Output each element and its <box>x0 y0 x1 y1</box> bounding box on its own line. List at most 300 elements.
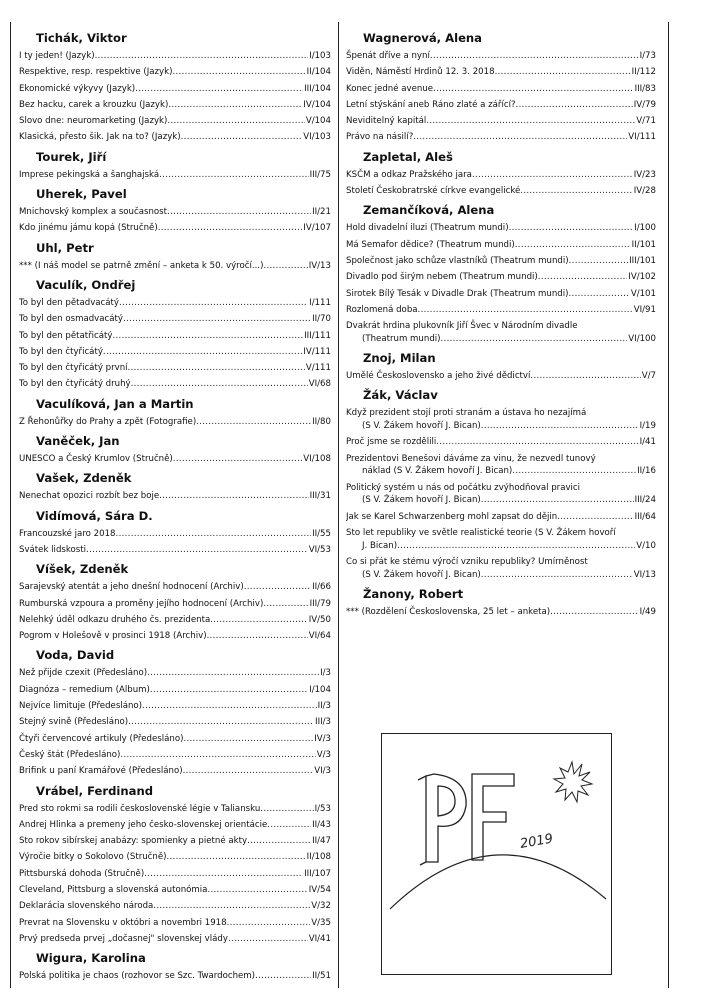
index-entry <box>346 97 656 113</box>
index-entry <box>19 360 331 376</box>
dot-leader <box>397 540 635 553</box>
index-entry <box>346 237 656 253</box>
dot-leader <box>260 801 313 817</box>
author-heading: Vašek, Zdeněk <box>36 471 132 486</box>
dot-leader <box>181 129 303 145</box>
dot-leader <box>159 167 308 183</box>
dot-leader <box>142 698 317 714</box>
index-entry <box>19 48 331 64</box>
dot-leader <box>119 295 308 311</box>
index-entry <box>19 714 331 730</box>
entry-title: UNESCO a Český Krumlov (Stručně) <box>19 454 173 465</box>
author-heading: Wagnerová, Alena <box>363 31 483 45</box>
column-rule-middle <box>338 22 339 988</box>
entry-issue-page: V/111 <box>305 363 331 374</box>
entry-title: Respektive, resp. respektive (Jazyk) <box>19 67 173 78</box>
dot-leader <box>515 237 631 253</box>
dot-leader <box>135 81 303 97</box>
index-entry <box>19 665 331 681</box>
entry-title: Konec jedné avenue <box>346 83 434 94</box>
dot-leader <box>86 542 308 558</box>
author-heading: Vaněček, Jan <box>36 434 120 449</box>
entry-title: Polská politika je chaos (rozhovor se Szc. Twardochem) <box>19 971 256 982</box>
entry-title: Hold divadelní iluzi (Theatrum mundi) <box>346 223 509 234</box>
entry-title: *** (I náš model se patrně změní – anketa k 50. výročí...) <box>19 260 264 271</box>
index-entry <box>346 480 656 509</box>
entry-title: Ekonomické výkyvy (Jazyk) <box>19 83 136 94</box>
entry-title-line2: (Theatrum mundi) <box>362 333 441 344</box>
entry-issue-page: IV/111 <box>303 346 331 357</box>
author-heading: Zemančíková, Alena <box>363 203 495 218</box>
dot-leader <box>103 344 302 360</box>
index-entry <box>19 376 331 392</box>
entry-title-line1: Dvakrát hrdina plukovník Jiří Švec v Národním divadle <box>346 321 578 332</box>
entry-title: Bez hacku, carek a krouzku (Jazyk) <box>19 99 169 110</box>
author-heading: Znoj, Milan <box>363 351 436 366</box>
dot-leader <box>120 747 315 763</box>
entry-title: Pogrom v Holešově v prosinci 1918 (Archiv) <box>19 631 207 642</box>
dot-leader <box>263 596 308 612</box>
entry-issue-page: V/71 <box>636 116 656 127</box>
entry-title: Andrej Hlinka a premeny jeho česko-slovenskej orientácie <box>19 819 268 830</box>
entry-title: Pred sto rokmi sa rodili československé légie v Taliansku <box>19 803 261 814</box>
dot-leader <box>244 579 311 595</box>
entry-issue-page: II/16 <box>637 466 656 477</box>
entry-issue-page: VI/111 <box>628 132 656 143</box>
entry-issue-page: III/64 <box>634 511 656 522</box>
index-entry <box>19 931 331 947</box>
index-entry <box>19 414 331 430</box>
entry-title: Stejný svině (Předesláno) <box>19 717 129 728</box>
index-entry <box>346 405 656 434</box>
entry-issue-page: V/35 <box>311 917 331 928</box>
entry-issue-page: V/32 <box>311 901 331 912</box>
index-entry <box>19 129 331 145</box>
dot-leader <box>413 129 627 145</box>
entry-issue-page: II/80 <box>312 416 331 427</box>
entry-issue-page: I/104 <box>309 684 331 695</box>
entry-title: Český štát (Předesláno) <box>19 749 121 760</box>
dot-leader <box>263 258 307 274</box>
index-entry <box>346 451 656 480</box>
entry-title: To byl den pětadvacátý <box>19 297 119 308</box>
entry-issue-page: V/104 <box>305 116 331 127</box>
dot-leader <box>433 81 633 97</box>
entry-issue-page: II/112 <box>631 67 656 78</box>
entry-issue-page: III/24 <box>634 495 656 506</box>
entry-title: Letní stýskání aneb Ráno zlaté a zářící? <box>346 99 516 110</box>
entry-title: Klasická, přesto šik. Jak na to? (Jazyk) <box>19 132 181 143</box>
dot-leader <box>569 286 630 302</box>
entry-issue-page: I/49 <box>639 607 656 618</box>
column-rule-left <box>10 22 11 988</box>
dot-leader <box>472 167 633 183</box>
index-entry <box>19 968 331 984</box>
dot-leader <box>557 509 633 525</box>
dot-leader <box>167 204 311 220</box>
entry-title: I ty jeden! (Jazyk) <box>19 51 95 61</box>
entry-title: *** (Rozdělení Československa, 25 let – anketa) <box>346 607 551 618</box>
dot-leader <box>128 360 305 376</box>
entry-issue-page: I/19 <box>639 420 656 431</box>
star-burst-icon <box>554 762 592 802</box>
entry-issue-page: III/3 <box>315 717 331 728</box>
entry-title: Společnost jako schůze vlastníků (Theatrum mundi) <box>346 255 569 266</box>
entry-issue-page: III/83 <box>634 83 656 94</box>
dot-leader <box>196 414 311 430</box>
entry-issue-page: II/51 <box>312 971 331 982</box>
index-entry <box>346 286 656 302</box>
index-entry <box>19 81 331 97</box>
dot-leader <box>172 64 305 80</box>
index-entry <box>19 628 331 644</box>
dot-leader <box>247 833 311 849</box>
entry-title-line2: náklad (S V. Žákem hovoří J. Bican) <box>362 466 513 477</box>
entry-issue-page: III/101 <box>629 255 656 266</box>
author-heading: Žanony, Robert <box>363 587 464 602</box>
entry-title: Prvý predseda prvej „dočasnej" slovenskej vlády <box>19 933 228 944</box>
entry-title: Brifink u paní Kramářové (Předesláno) <box>19 766 183 777</box>
dot-leader <box>227 915 311 931</box>
index-entry <box>19 915 331 931</box>
entry-issue-page: VI/103 <box>303 132 331 143</box>
entry-title: To byl den čtyřicátý první <box>19 363 128 374</box>
dot-leader <box>569 253 628 269</box>
entry-issue-page: II/104 <box>306 67 331 78</box>
index-entry <box>19 64 331 80</box>
dot-leader <box>95 48 309 64</box>
entry-issue-page: IV/3 <box>314 733 331 744</box>
dot-leader <box>158 220 303 236</box>
entry-title-line2: J. Bican) <box>362 540 398 551</box>
entry-issue-page: VI/64 <box>308 631 331 642</box>
author-heading: Uherek, Pavel <box>36 187 127 202</box>
index-entry <box>346 129 656 145</box>
entry-issue-page: II/43 <box>312 819 331 830</box>
index-entry <box>19 747 331 763</box>
entry-title: To byl den pětatřicátý <box>19 330 113 341</box>
dot-leader <box>520 183 632 199</box>
dot-leader <box>426 113 635 129</box>
entry-title: Deklarácia slovenského národa <box>19 901 154 912</box>
entry-issue-page: V/101 <box>630 288 656 299</box>
entry-issue-page: IV/107 <box>303 223 331 234</box>
index-entry <box>19 97 331 113</box>
dot-leader <box>207 882 307 898</box>
index-entry <box>19 542 331 558</box>
entry-issue-page: III/111 <box>304 330 331 341</box>
dot-leader <box>183 763 314 779</box>
author-heading: Víšek, Zdeněk <box>36 562 129 577</box>
author-heading: Žák, Václav <box>363 388 438 403</box>
entry-title: Špenát dříve a nyní <box>346 51 430 61</box>
dot-leader <box>168 97 302 113</box>
index-entry <box>346 434 656 450</box>
index-entry <box>19 817 331 833</box>
entry-title: Rumburská vzpoura a proměny jejího hodnocení (Archiv) <box>19 598 264 609</box>
dot-leader <box>167 113 304 129</box>
dot-leader <box>255 968 311 984</box>
entry-title: Prevrat na Slovensku v októbri a novembri 1918 <box>19 917 227 928</box>
index-entry <box>346 525 656 554</box>
entry-issue-page: III/107 <box>304 868 331 879</box>
entry-issue-page: II/21 <box>312 207 331 218</box>
entry-title-line1: Prezidentovi Benešovi dáváme za vinu, že nezvedl tunový <box>346 453 596 464</box>
dot-leader <box>530 368 640 384</box>
index-entry <box>19 801 331 817</box>
entry-title: Cleveland, Pittsburg a slovenská autonómia <box>19 884 208 895</box>
dot-leader <box>123 311 311 327</box>
index-entry <box>19 526 331 542</box>
dot-leader <box>516 97 633 113</box>
entry-issue-page: II/66 <box>312 582 331 593</box>
index-column-right <box>346 27 656 620</box>
entry-title-line1: Sto let republiky ve světle realistické teorie (S V. Žákem hovoří <box>346 528 616 539</box>
dot-leader <box>159 488 308 504</box>
index-entry <box>346 48 656 64</box>
dot-leader <box>173 451 303 467</box>
entry-title: Sirotek Bílý Tesák v Divadle Drak (Theatrum mundi) <box>346 288 569 299</box>
dot-leader <box>150 682 308 698</box>
index-entry <box>346 318 656 347</box>
index-entry <box>19 167 331 183</box>
index-entry <box>19 220 331 236</box>
dot-leader <box>167 849 306 865</box>
entry-title: Svátek lidskosti <box>19 544 87 555</box>
dot-leader <box>550 604 639 620</box>
entry-issue-page: II/55 <box>312 528 331 539</box>
entry-title: Diagnóza – remedium (Album) <box>19 684 150 695</box>
index-entry <box>19 866 331 882</box>
entry-issue-page: VI/3 <box>314 766 331 777</box>
entry-title: KSČM a odkaz Pražského jara <box>346 169 472 180</box>
dot-leader <box>210 612 308 628</box>
entry-issue-page: I/100 <box>634 223 656 234</box>
entry-issue-page: IV/102 <box>628 272 656 283</box>
entry-title: Z Řehonůřky do Prahy a zpět (Fotografie) <box>19 416 197 427</box>
index-entry <box>19 763 331 779</box>
entry-issue-page: III/75 <box>309 169 331 180</box>
dot-leader <box>147 665 319 681</box>
dot-leader <box>112 328 303 344</box>
author-heading: Vaculík, Ondřej <box>36 277 136 292</box>
index-entry <box>346 183 656 199</box>
entry-issue-page: III/104 <box>304 83 331 94</box>
dot-leader <box>430 48 639 64</box>
entry-title-line1: Když prezident stojí proti stranám a ústava ho nezajímá <box>346 408 587 419</box>
entry-issue-page: IV/104 <box>303 99 331 110</box>
entry-title: Nelehký úděl odkazu druhého čs. prezidenta <box>19 614 211 625</box>
entry-title: Než přijde czexit (Předesláno) <box>19 668 148 679</box>
index-entry <box>19 882 331 898</box>
entry-title: Rozlomená doba <box>346 304 418 315</box>
index-entry <box>346 220 656 236</box>
author-heading: Tichák, Viktor <box>36 31 127 45</box>
author-heading: Voda, David <box>36 648 115 663</box>
author-heading: Zapletal, Aleš <box>363 149 453 164</box>
entry-issue-page: III/79 <box>309 598 331 609</box>
dot-leader <box>153 898 310 914</box>
entry-title: Pittsburská dohoda (Stručně) <box>19 868 145 879</box>
dot-leader <box>538 269 628 285</box>
entry-issue-page: VI/41 <box>308 933 331 944</box>
entry-title: To byl den čtyřicátý druhý <box>19 379 131 390</box>
dot-leader <box>495 64 631 80</box>
entry-issue-page: I/3 <box>320 668 331 679</box>
index-entry <box>346 113 656 129</box>
entry-issue-page: IV/28 <box>633 186 656 197</box>
entry-title: Viděn, Náměstí Hrdinů 12. 3. 2018 <box>346 67 495 78</box>
entry-issue-page: IV/54 <box>308 884 331 895</box>
entry-title: Má Semafor dědice? (Theatrum mundi) <box>346 239 515 250</box>
entry-issue-page: III/31 <box>309 491 331 502</box>
dot-leader <box>228 931 308 947</box>
column-rule-right <box>668 22 669 988</box>
entry-title: Proč jsme se rozdělili <box>346 437 437 448</box>
index-entry <box>346 64 656 80</box>
dot-leader <box>267 817 311 833</box>
entry-issue-page: II/108 <box>306 852 331 863</box>
author-heading: Vrábel, Ferdinand <box>36 783 154 798</box>
dot-leader <box>207 628 308 644</box>
entry-issue-page: II/47 <box>312 836 331 847</box>
pf-year: 2019 <box>518 831 555 852</box>
entry-title: Slovo dne: neuromarketing (Jazyk) <box>19 116 168 127</box>
pf-drawing <box>382 734 611 974</box>
entry-title: Neviditelný kapitál <box>346 116 427 127</box>
index-entry <box>346 253 656 269</box>
entry-issue-page: VI/68 <box>308 379 331 390</box>
entry-issue-page: VI/13 <box>633 569 656 580</box>
dot-leader <box>418 302 633 318</box>
entry-issue-page: I/41 <box>639 437 656 448</box>
dot-leader <box>128 714 314 730</box>
index-entry <box>19 682 331 698</box>
entry-title: Kdo jinému jámu kopá (Stručně) <box>19 223 158 234</box>
index-entry <box>19 731 331 747</box>
author-heading: Uhl, Petr <box>36 240 94 255</box>
index-entry <box>19 698 331 714</box>
hill-curve <box>390 855 606 909</box>
entry-title: Století Českobratrské církve evangelické <box>346 186 521 197</box>
dot-leader <box>512 465 636 478</box>
dot-leader <box>481 569 633 582</box>
index-entry <box>19 295 331 311</box>
entry-title: Jak se Karel Schwarzenberg mohl zapsat do dějin <box>346 511 558 522</box>
entry-title: Sto rokov sibírskej anabázy: spomienky a pietné akty <box>19 836 248 847</box>
entry-issue-page: II/3 <box>317 701 331 712</box>
entry-issue-page: I/53 <box>314 803 331 814</box>
entry-title: Čtyři červencové artikuly (Předesláno) <box>19 733 184 744</box>
entry-issue-page: VI/100 <box>628 333 656 344</box>
entry-issue-page: V/3 <box>316 749 331 760</box>
index-entry <box>19 113 331 129</box>
index-entry <box>19 451 331 467</box>
index-entry <box>19 612 331 628</box>
entry-title: To byl den čtyřicátý <box>19 346 103 357</box>
dot-leader <box>183 731 313 747</box>
entry-title: Právo na násilí? <box>346 132 414 143</box>
dot-leader <box>131 376 308 392</box>
entry-title: Imprese pekingská a šanghajská <box>19 169 160 180</box>
index-entry <box>19 258 331 274</box>
letter-p-outline <box>418 774 466 865</box>
entry-issue-page: VI/53 <box>308 544 331 555</box>
index-entry <box>19 898 331 914</box>
entry-issue-page: IV/50 <box>308 614 331 625</box>
pf-greeting-card <box>381 733 612 975</box>
entry-title-line1: Politický systém u nás od počátku zvýhodňoval pravici <box>346 482 581 493</box>
index-entry <box>19 204 331 220</box>
entry-issue-page: V/7 <box>641 371 656 382</box>
dot-leader <box>116 526 312 542</box>
index-entry <box>19 488 331 504</box>
entry-issue-page: VI/91 <box>633 304 656 315</box>
letter-f-outline <box>472 774 514 860</box>
entry-issue-page: VI/108 <box>303 454 331 465</box>
entry-title: Nenechat opozici rozbít bez boje <box>19 491 160 502</box>
dot-leader <box>144 866 303 882</box>
index-entry <box>19 833 331 849</box>
index-entry <box>19 328 331 344</box>
index-entry <box>346 554 656 583</box>
entry-issue-page: I/103 <box>309 51 331 61</box>
dot-leader <box>481 420 639 433</box>
author-heading: Vidímová, Sára D. <box>36 508 153 523</box>
entry-title: Výročie bitky o Sokolovo (Stručně) <box>19 852 167 863</box>
author-heading: Wigura, Karolina <box>36 951 146 966</box>
entry-title-line2: (S V. Žákem hovoří J. Bican) <box>362 420 481 431</box>
entry-issue-page: IV/23 <box>633 169 656 180</box>
index-entry <box>19 344 331 360</box>
dot-leader <box>441 333 628 346</box>
index-entry <box>19 596 331 612</box>
index-entry <box>19 849 331 865</box>
dot-leader <box>436 434 638 450</box>
entry-title: To byl den osmadvacátý <box>19 314 123 325</box>
entry-issue-page: IV/13 <box>308 260 331 271</box>
entry-issue-page: II/70 <box>312 314 331 325</box>
author-heading: Tourek, Jiří <box>36 149 107 164</box>
index-entry <box>346 509 656 525</box>
entry-issue-page: IV/79 <box>633 99 656 110</box>
index-entry <box>346 269 656 285</box>
entry-title: Sarajevský atentát a jeho dnešní hodnocení (Archiv) <box>19 582 244 593</box>
entry-title-line2: (S V. Žákem hovoří J. Bican) <box>362 569 481 580</box>
entry-issue-page: I/111 <box>309 297 331 308</box>
entry-title: Mnichovský komplex a současnost <box>19 207 168 218</box>
index-column-left <box>19 27 331 984</box>
entry-title-line1: Co si přát ke stému výročí vzniku republiky? Umírněnost <box>346 557 588 568</box>
dot-leader <box>509 220 634 236</box>
entry-title: Divadlo pod širým nebem (Theatrum mundi) <box>346 272 538 283</box>
entry-title: Francouzské jaro 2018 <box>19 528 116 539</box>
entry-title-line2: (S V. Žákem hovoří J. Bican) <box>362 495 481 506</box>
index-entry <box>346 302 656 318</box>
entry-issue-page: V/10 <box>636 540 656 551</box>
index-entry <box>19 311 331 327</box>
entry-issue-page: I/73 <box>639 51 656 61</box>
entry-issue-page: II/101 <box>631 239 656 250</box>
index-entry <box>346 81 656 97</box>
index-entry <box>19 579 331 595</box>
index-entry <box>346 167 656 183</box>
entry-title: Nejvíce limituje (Předesláno) <box>19 701 143 712</box>
index-entry <box>346 604 656 620</box>
dot-leader <box>481 494 634 507</box>
index-entry <box>346 368 656 384</box>
author-heading: Vaculíková, Jan a Martin <box>36 396 194 411</box>
